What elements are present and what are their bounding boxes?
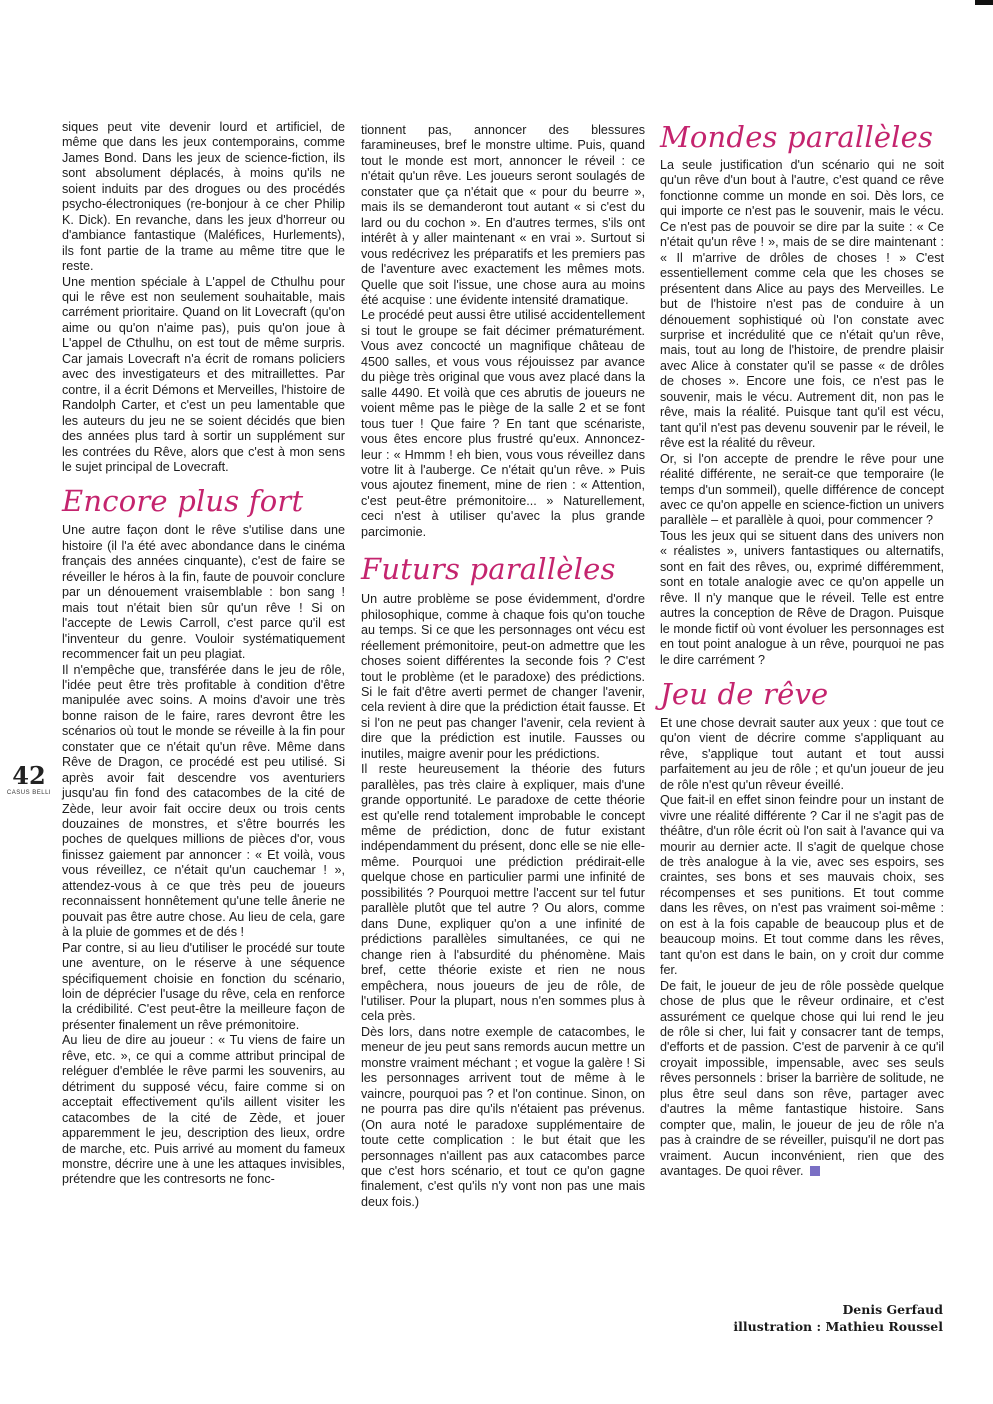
- author-name: Denis Gerfaud: [842, 1302, 943, 1317]
- paragraph: Une autre façon dont le rêve s'utilise dans une histoire (il l'a été avec abondance dans le cinéma français des années cinquante), c'est de faire se réveiller le héros à la fin, faute de pouvoir conclure par un dénouement vraisemblable : bon sang ! mais tout n'était bien sûr qu'un rêve ! Si on l'accepte de Lewis Carroll, c'est parce qu'il est l'inventeur du genre. Vouloir systématiquement recommencer fait un peu plagiat.: [62, 523, 345, 662]
- paragraph: tionnent pas, annoncer des blessures faramineuses, bref le monstre ultime. Puis, quand tout le monde est mort, annoncer le réveil : ce n'était qu'un rêve. Les joueurs seront soulagés de constater que ça n'était que « pour du beurre », mais ils se demanderont tout autant « si c'est du lard ou du cochon ». En d'autres termes, s'ils ont intérêt à y aller maintenant « en vrai ». Surtout si vous redécrivez les préparatifs et les premiers pas de l'aventure avec exactement les mêmes mots. Quelle que soit l'issue, une chose aura au moins été acquise : une évidente intensité dramatique.: [361, 123, 645, 307]
- paragraph: Un autre problème se pose évidemment, d'ordre philosophique, comme à chaque fois qu'on touche au temps. Si ce que les personnages ont vécu est réellement prémonitoire, peut-on admettre que les choses soient différentes la seconde fois ? C'est tout le problème (et le paradoxe) des prédictions. Si le fait d'être averti permet de changer l'avenir, cela revient à dire que la prédiction était fausse. Et si l'on ne peut pas changer l'avenir, cela revient à dire que la prédiction est inutile. Fausses ou inutiles, maigre avenir pour les prédictions.: [361, 592, 645, 761]
- scan-edge-mark: [975, 0, 993, 5]
- magazine-name: CASUS BELLI: [6, 790, 52, 796]
- paragraph: Tous les jeux qui se situent dans des univers non « réalistes », univers fantastiques ou alternatifs, sont en fait des rêves, ou, exprimé différemment, sont en totale analogie avec ce qu'on appelle un rêve. Il n'y manque que le réveil. Telle est entre autres la conception de Rêve de Dragon. Puisque le monde fictif où vont évoluer les personnages est en tout point analogue à un rêve, pourquoi ne pas le dire carrément ?: [660, 528, 944, 667]
- paragraph: Une mention spéciale à L'appel de Cthulhu pour qui le rêve est non seulement souhaitable, mais carrément prioritaire. Quand on lit Lovecraft (qu'on aime ou qu'on n'aime pas), puis qu'on joue à L'appel de Cthulhu, on est tout de même surpris. Car jamais Lovecraft n'a écrit de romans policiers avec des investigateurs et des mitraillettes. Par contre, il a écrit Démons et Merveilles, l'histoire de Randolph Carter, et c'est un peu lamentable que les auteurs du jeu ne se soient décidés que bien des années plus tard à sortir un supplément sur les contrées du Rêve, alors que c'est à mon sens le sujet principal de Lovecraft.: [62, 274, 345, 474]
- paragraph: Il reste heureusement la théorie des futurs parallèles, pas très claire à expliquer, mais d'une grande opportunité. Le paradoxe de cette théorie est qu'elle rend totalement improbable le concept même de prédiction, donc de futur existant indépendamment du présent, donc elle se nie elle-même. Pourquoi une prédiction prédirait-elle quelque chose en particulier parmi une infinité de possibilités ? Pourquoi mettre l'accent sur tel futur parallèle plutôt que tel autre ? Ou alors, comme dans Dune, expliquer qu'on a une infinité de prédictions parallèles simultanées, ce qui ne change rien à l'absurdité du phénomène. Mais bref, cette théorie existe et rien ne nous empêchera, nous joueurs de jeu de rôle, de l'utiliser. Pour la plupart, nous n'en sommes plus à cela près.: [361, 762, 645, 1024]
- column-3: [660, 120, 944, 1180]
- paragraph: siques peut vite devenir lourd et artificiel, de même que dans les jeux contemporains, comme James Bond. Dans les jeux de science-fiction, ils sont absolument déplacés, à moins qu'ils ne soient induits par des drogues ou des procédés psycho-électroniques (re-bonjour à ce cher Philip K. Dick). En revanche, dans les jeux d'horreur ou d'ambiance fantastique (Maléfices, Hurlements), ils font partie de la trame au même titre que le reste.: [62, 120, 345, 274]
- column-2: [361, 123, 645, 1210]
- paragraph: Le procédé peut aussi être utilisé accidentellement si tout le groupe se fait décimer prématurément. Vous avez concocté un magnifique château de 4500 salles, et vous vous réjouissez par avance du piège très original que vous avez placé dans la salle 4490. Et voilà que ces abrutis de joueurs ne voient même pas le piège de la salle 2 et se font tous tuer ! Que faire ? En tant que scénariste, vous êtes encore plus frustré qu'eux. Annoncez-leur : « Hmmm ! eh bien, vous vous réveillez dans votre lit à l'auberge. Ce n'était qu'un rêve. » Puis vous ajoutez finement, mine de rien : « Attention, c'est peut-être prémonitoire... » Naturellement, ceci n'est à utiliser qu'avec la plus grande parcimonie.: [361, 308, 645, 539]
- paragraph: Au lieu de dire au joueur : « Tu viens de faire un rêve, etc. », ce qui a comme attribut principal de reléguer d'emblée le rêve parmi les souvenirs, au détriment du supposé vécu, faire comme si on acceptait effectivement qu'ils aillent visiter les catacombes de la cité de Zède, et jouer apparemment le jeu, description des lieux, ordre de marche, etc. Puis arrivé au moment du fameux monstre, décrire une à une les attaques invisibles, prétendre que les contresorts ne fonc-: [62, 1033, 345, 1187]
- paragraph: La seule justification d'un scénario qui ne soit qu'un rêve d'un bout à l'autre, c'est quand ce rêve fonctionne comme un monde en soi. Dès lors, ce qui importe ce n'est pas le souvenir, mais le vécu. Ce n'est pas de pouvoir se dire par la suite : « Ce n'était qu'un rêve ! », mais de se dire maintenant : « Il m'arrive de drôles de choses ! » C'est essentiellement comme cela que les choses se présentent dans Alice au pays des Merveilles. Le but de l'histoire n'est pas de conduire à un dénouement sophistiqué où l'on constate avec surprise et incrédulité que ce n'était qu'un rêve, mais, tout au long de l'histoire, de prendre plaisir avec Alice à constater qu'il se passe « de drôles de choses ». Encore une fois, ce n'est pas le souvenir, mais le vécu. Autrement dit, non pas le rêve, mais la réalité. Puisque tant qu'il est vécu, tant qu'il n'est pas devenu souvenir par le réveil, le rêve est la réalité du rêveur.: [660, 158, 944, 451]
- paragraph: [660, 979, 944, 1180]
- final-paragraph-text: De fait, le joueur de jeu de rôle possède quelque chose de plus que le rêveur ordinaire, et c'est assurément ce quelque chose qui lui rend le jeu de rôle si cher, lui fait y consacrer tant de temps, d'efforts et de passion. C'est de parvenir à ce qu'il croyait impossible, impensable, avec ses seuls rêves personnels : briser la barrière de solitude, ne plus être seul dans son rêve, partager avec d'autres la même fantastique histoire. Sans compter que, malin, le joueur de jeu de rôle n'a pas à craindre de se réveiller, puisqu'il ne dort pas vraiment. Aucun inconvénient, rien que des avantages. De quoi rêver.: [660, 978, 944, 1179]
- section-heading-futurs-paralleles: Futurs parallèles: [361, 552, 616, 587]
- paragraph: Or, si l'on accepte de prendre le rêve pour une réalité différente, ne serait-ce que temporaire (le temps d'un sommeil), quelle différence de concept avec ce qu'on appelle en science-fiction un univers parallèle – et parallèle à quoi, pour commencer ?: [660, 451, 944, 528]
- paragraph: Dès lors, dans notre exemple de catacombes, le meneur de jeu peut sans remords aucun mettre un monstre vraiment méchant ; et vogue la galère ! Si les personnages arrivent tout de même à le vaincre, pourquoi pas ? et l'on continue. Sinon, on ne pourra pas dire qu'ils n'étaient pas prévenus. (On aura noté le paradoxe supplémentaire de toute cette complication : le but était que les personnages n'aillent pas aux catacombes parce que c'est hors scénario, et tout ce qu'on gagne finalement, c'est qu'ils n'y vont non pas une mais deux fois.): [361, 1024, 645, 1209]
- paragraph: Par contre, si au lieu d'utiliser le procédé sur toute une aventure, on le réserve à une séquence spécifiquement choisie en fonction du scénario, loin de déprécier l'usage du rêve, cela en renforce la crédibilité. C'est peut-être la meilleure façon de présenter finalement un rêve prémonitoire.: [62, 940, 345, 1032]
- section-heading-encore-plus-fort: Encore plus fort: [62, 484, 304, 519]
- end-of-article-icon: [810, 1166, 820, 1176]
- page-number-block: [6, 761, 52, 796]
- paragraph: Que fait-il en effet sinon feindre pour un instant de vivre une réalité différente ? Car il ne s'agit pas de théâtre, d'un rôle écrit où l'on sait à l'avance qui va mourir au dernier acte. Il s'agit de quelque chose de très analogue à la vie, avec ses espoirs, ses craintes, ses bons et ses mauvais choix, ses récompenses et ses punitions. Et tout comme dans les rêves, on n'est pas vraiment soi-même : on est à la fois capable de beaucoup plus et de beaucoup moins. Et tout comme dans les rêves, tant qu'on est dans le bain, on y croit dur comme fer.: [660, 793, 944, 978]
- page-number: 42: [12, 761, 46, 790]
- column-1: [62, 120, 345, 1188]
- section-heading-jeu-de-reve: Jeu de rêve: [660, 676, 829, 711]
- paragraph: Il n'empêche que, transférée dans le jeu de rôle, l'idée peut être très profitable à condition d'être manipulée avec soins. A moins d'avoir une très bonne raison de le faire, rares devront être les scénarios où tout le monde se réveille à la fin pour constater que ce n'était qu'un rêve. Même dans Rêve de Dragon, ce procédé est peu utilisé. Si après avoir fait descendre vos aventuriers jusqu'au fin fond des catacombes de la cité de Zède, leur avoir fait occire deux ou trois cents douzaines de monstres, et s'être bourrés les poches de quelques millions de pièces d'or, vous finissez gaiement par annoncer : « Et voilà, vous vous réveillez, ce n'était qu'un cauchemar ! », attendez-vous à ce que très peu de joueurs reconnaissent honnêtement qu'une telle ânerie ne pouvait pas être autre chose. Au lieu de cela, gare à la pluie de gommes et de dés !: [62, 662, 345, 940]
- section-heading-mondes-paralleles: Mondes parallèles: [660, 120, 934, 154]
- credits: [733, 1301, 943, 1335]
- illustrator-credit: illustration : Mathieu Roussel: [733, 1319, 943, 1334]
- paragraph: Et une chose devrait sauter aux yeux : que tout ce qu'on vient de décrire comme s'appliquant au rêve, s'applique tout autant et tout aussi parfaitement au jeu de rôle ; et qu'un joueur de jeu de rôle n'est qu'un rêveur éveillé.: [660, 715, 944, 792]
